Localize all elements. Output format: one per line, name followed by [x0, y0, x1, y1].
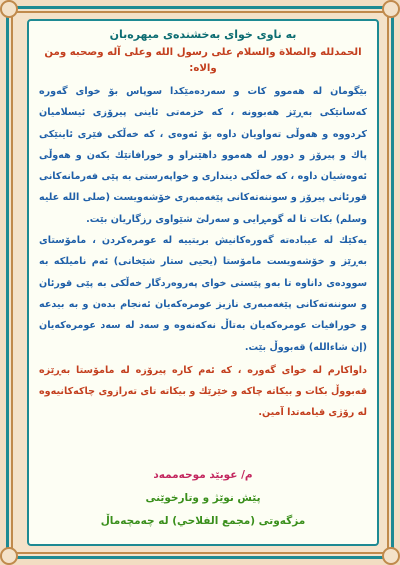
frame-corner-ornament — [0, 0, 18, 18]
signature-block — [39, 464, 367, 533]
frame-corner-ornament — [0, 547, 18, 565]
signature-name: م/ عوبێد موحه‌ممه‌د — [153, 468, 253, 481]
decorative-frame — [6, 6, 394, 559]
prayer-paragraph: داواكارم له خوای گه‌وره ، كه ئه‌م كاره پیرۆزه له مامۆستا به‌ڕێزه قه‌بووڵ بكات و بیكاته چاكه و خێرێك و بیكاته تای ته‌رازوی چاكه‌كانیه‌وه له رۆژی قیامه‌تدا آمین. — [39, 364, 367, 419]
body-paragraph-umrah: یه‌كێك له عیباده‌ته گه‌وره‌كانیش بریتییه له عومره‌كردن ، مامۆستای به‌ڕێز و خۆشه‌ویست مامۆستا (یحیى ستار شێخانی) ئه‌م نامیلكه به سووده‌ی داناوه تا به‌و پێستی خوای په‌روه‌ردگار خه‌ڵكی به پێی قورئان و سوننه‌ته‌كانی پێغه‌مبه‌ری نازیز عومره‌كه‌یان ئه‌نجام بده‌ن و به بیدعه و خورافیات عومره‌كه‌یان به‌تاڵ نه‌كه‌نه‌وه و سه‌د له سه‌د عومره‌كه‌یان (إن شاءالله) قه‌بووڵ بێت. — [39, 235, 367, 353]
signature-role: پێش نوێژ و وتارخوێنی — [145, 491, 261, 504]
page-title: به ناوی خوای به‌خشنده‌ی میهره‌بان — [109, 28, 297, 41]
frame-corner-ornament — [382, 0, 400, 18]
signature-mosque: مزگه‌وتی (مجمع الفلاحي) له چه‌مچه‌ماڵ — [100, 514, 306, 527]
frame-corner-ornament — [382, 547, 400, 565]
body-paragraph-intro: بێگومان له هه‌موو كات و سه‌رده‌مێكدا سوپاس بۆ خوای گه‌وره كه‌سانێكی به‌ڕێز هه‌بوونه ، كه خزمه‌تی ئاینی پیرۆزی ئیسلامیان كردووه و هه‌وڵی ته‌واویان داوه بۆ ئه‌وه‌ی ، كه خه‌ڵكی فێری ئاینێكی پاك و پیرۆز و دوور له هه‌موو داهێنراو و خورافاتێك بكه‌ن و هه‌وڵی ئه‌وه‌شیان داوه ، كه خه‌ڵكی دینداری و خواپه‌رستی به پێی فه‌رمانه‌كانی قورئانی پیرۆز و سوننه‌ته‌كانی پێغه‌مبه‌ری خۆشه‌ویست (صلى الله عليه وسلم) بكات تا له گومڕایی و سه‌رلێ شێواوی رزگاریان بێت. — [39, 86, 367, 225]
content-panel — [27, 19, 379, 546]
doxology-line: الحمدلله والصلاة والسلام على رسول الله وعلى آله وصحبه ومن والاه: — [44, 47, 362, 74]
